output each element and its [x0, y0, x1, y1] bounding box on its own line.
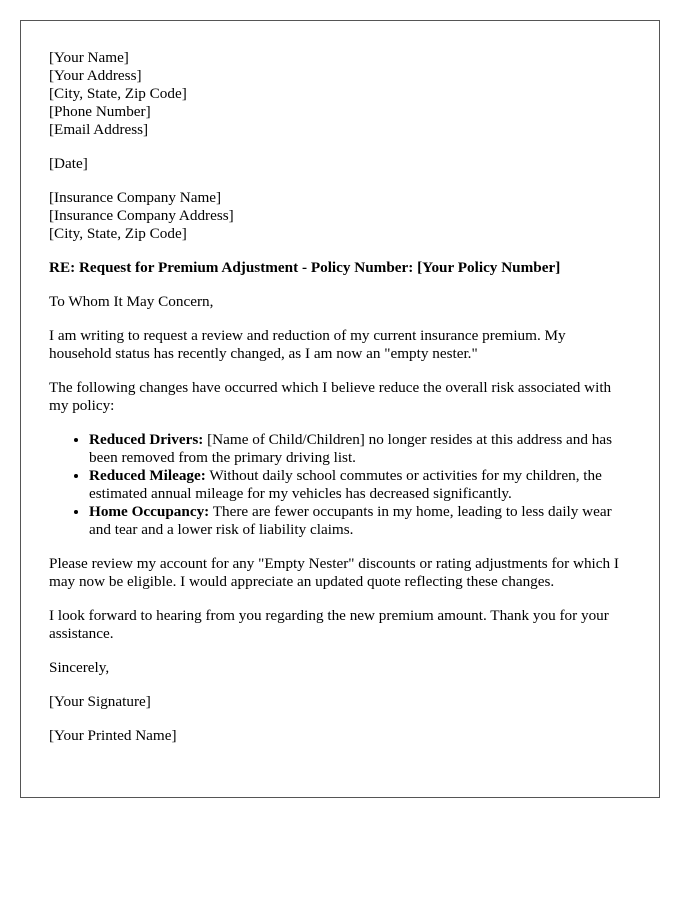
recipient-city-state-zip: [City, State, Zip Code] — [49, 225, 187, 242]
date-block — [49, 155, 631, 173]
change-label: Reduced Mileage: — [89, 467, 206, 484]
recipient-company-name: [Insurance Company Name] — [49, 189, 222, 206]
recipient-company-address: [Insurance Company Address] — [49, 207, 234, 224]
list-item — [89, 467, 631, 503]
changes-lead-paragraph: The following changes have occurred which I believe reduce the overall risk associated with my policy: — [49, 379, 612, 414]
sender-city-state-zip: [City, State, Zip Code] — [49, 85, 187, 102]
sender-email: [Email Address] — [49, 121, 149, 138]
letter-page — [20, 20, 660, 798]
change-label: Home Occupancy: — [89, 503, 210, 520]
change-text: Without daily school commutes or activities for my children, the estimated annual mileage for my vehicles has decreased significantly. — [89, 467, 602, 502]
recipient-block — [49, 189, 631, 243]
list-item — [89, 431, 631, 467]
list-item — [89, 503, 631, 539]
closing-word: Sincerely, — [49, 659, 110, 676]
closing-note-paragraph: I look forward to hearing from you regarding the new premium amount. Thank you for your assistance. — [49, 607, 609, 642]
letter-date: [Date] — [49, 155, 88, 172]
review-request-paragraph: Please review my account for any "Empty Nester" discounts or rating adjustments for which I may now be eligible. I would appreciate an updated quote reflecting these changes. — [49, 555, 619, 590]
sender-block — [49, 49, 631, 139]
intro-paragraph: I am writing to request a review and reduction of my current insurance premium. My household status has recently changed, as I am now an "empty nester." — [49, 327, 566, 362]
change-label: Reduced Drivers: — [89, 431, 204, 448]
changes-list — [49, 431, 631, 539]
sender-phone: [Phone Number] — [49, 103, 151, 120]
change-text: [Name of Child/Children] no longer resides at this address and has been removed from the primary driving list. — [89, 431, 613, 466]
subject-line: RE: Request for Premium Adjustment - Policy Number: [Your Policy Number] — [49, 259, 561, 276]
salutation: To Whom It May Concern, — [49, 293, 214, 310]
sender-address: [Your Address] — [49, 67, 142, 84]
printed-name-line: [Your Printed Name] — [49, 727, 177, 744]
change-text: There are fewer occupants in my home, leading to less daily wear and tear and a lower risk of liability claims. — [89, 503, 612, 538]
signature-line: [Your Signature] — [49, 693, 151, 710]
sender-name: [Your Name] — [49, 49, 129, 66]
